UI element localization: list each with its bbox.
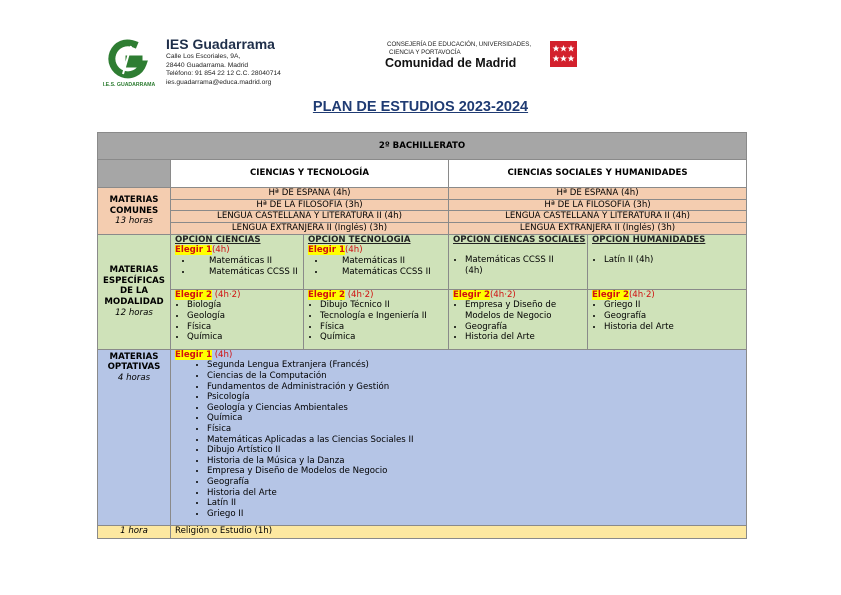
elegir-label: Elegir 2	[308, 289, 345, 300]
list-item: • Latín II (4h)	[604, 255, 746, 266]
list-item: • Física	[320, 322, 448, 333]
elegir-hours: (4h)	[344, 245, 363, 256]
modality-sociales-humanidades: CIENCIAS SOCIALES Y HUMANIDADES	[449, 160, 747, 188]
comun-subject: LENGUA CASTELLANA Y LITERATURA II (4h)	[171, 211, 449, 223]
list-item: • Historia del Arte	[465, 332, 587, 343]
list-item: • Matemáticas II	[193, 256, 303, 267]
list-item: • Ciencias de la Computación	[207, 371, 746, 382]
religion-hours: 1 hora	[98, 525, 171, 538]
comun-subject: Hª DE LA FILOSOFÍA (3h)	[449, 199, 747, 211]
comun-subject: LENGUA CASTELLANA Y LITERATURA II (4h)	[449, 211, 747, 223]
page-title: PLAN DE ESTUDIOS 2023-2024	[312, 99, 529, 115]
list-item: • Psicología	[207, 392, 746, 403]
list-item: • Segunda Lengua Extranjera (Francés)	[207, 360, 746, 371]
option-ciencias-sociales	[449, 234, 588, 289]
list-item: • Química	[320, 332, 448, 343]
elegir-hours: (4h)	[214, 349, 233, 360]
list-item: • Empresa y Diseño de Modelos de Negocio	[207, 466, 746, 477]
consejeria-line: CONSEJERÍA DE EDUCACIÓN, UNIVERSIDADES,	[387, 41, 532, 48]
madrid-flag	[550, 41, 577, 67]
consejeria-line: CIENCIA Y PORTAVOCÍA	[389, 48, 461, 56]
list-item: • Fundamentos de Administración y Gestión	[207, 382, 746, 393]
list-item: • Química	[207, 413, 746, 424]
list-item: • Dibujo Artístico II	[207, 445, 746, 456]
list-item: • Geología y Ciencias Ambientales	[207, 403, 746, 414]
school-logo-icon	[103, 38, 155, 88]
list-item: • Física	[187, 322, 303, 333]
list-item: • Griego II	[207, 509, 746, 520]
comun-subject: LENGUA EXTRANJERA II (Inglés) (3h)	[171, 222, 449, 234]
list-item: • Latín II	[207, 498, 746, 509]
list-item: • Historia del Arte	[207, 488, 746, 499]
comun-subject: Hª DE LA FILOSOFÍA (3h)	[171, 199, 449, 211]
option-title: OPCIÓN CIENCIAS	[175, 234, 261, 245]
elegir-label: Elegir 1	[175, 245, 212, 256]
list-item: • Matemáticas CCSS II	[326, 267, 448, 278]
address-line: 28440 Guadarrama. Madrid	[166, 61, 249, 69]
elegir-label: Elegir 2	[592, 289, 629, 300]
elegir-hours: (4h·2)	[347, 289, 374, 300]
elegir-hours: (4h)	[211, 245, 230, 256]
school-address	[166, 53, 281, 87]
school-name: IES Guadarrama	[166, 36, 275, 52]
elegir-hours: (4h·2)	[489, 289, 516, 300]
list-item: • Matemáticas Aplicadas a las Ciencias Sociales II	[207, 435, 746, 446]
option-title: OPCIÓN HUMANIDADES	[592, 234, 706, 245]
elegir-hours: (4h·2)	[214, 289, 241, 300]
list-item: • Historia del Arte	[604, 322, 746, 333]
list-item: • Matemáticas II	[326, 256, 448, 267]
list-item: • Geografía	[604, 311, 746, 322]
school-logo	[103, 38, 155, 88]
list-item: • Dibujo Técnico II	[320, 300, 448, 311]
list-item: • Química	[187, 332, 303, 343]
madrid-flag-icon	[550, 41, 577, 67]
comunidad-name: Comunidad de Madrid	[385, 56, 517, 70]
logo-caption: I.E.S. GUADARRAMA	[103, 82, 155, 88]
elegir-label: Elegir 1	[175, 349, 212, 360]
list-item: • Griego II	[604, 300, 746, 311]
option-ciencias-sociales-elegir2	[449, 289, 588, 349]
elegir-label: Elegir 2	[453, 289, 490, 300]
option-humanidades	[588, 234, 747, 289]
elegir-hours: (4h·2)	[628, 289, 655, 300]
list-item: • Matemáticas CCSS II (4h)	[465, 255, 587, 276]
optativas-label: MATERIAS OPTATIVAS 4 horas	[98, 349, 171, 525]
list-item: • Biología	[187, 300, 303, 311]
list-item: • Geografía	[207, 477, 746, 488]
especificas-label: MATERIAS ESPECÍFICAS DE LA MODALIDAD 12 horas	[98, 234, 171, 349]
list-item: • Física	[207, 424, 746, 435]
study-plan-table	[97, 132, 747, 539]
list-item: • Geología	[187, 311, 303, 322]
list-item: • Empresa y Diseño de Modelos de Negocio	[465, 300, 587, 321]
option-tecnologia-elegir2	[304, 289, 449, 349]
comun-subject: Hª DE ESPAÑA (4h)	[449, 188, 747, 200]
elegir-label: Elegir 2	[175, 289, 212, 300]
option-ciencias	[171, 234, 304, 289]
address-line: ies.guadarrama@educa.madrid.org	[166, 78, 272, 86]
elegir-label: Elegir 1	[308, 245, 345, 256]
address-line: Teléfono: 91 854 22 12 C.C. 28040714	[166, 70, 281, 78]
modality-ciencias-tecnologia: CIENCIAS Y TECNOLOGÍA	[171, 160, 449, 188]
comunes-label: MATERIAS COMUNES 13 horas	[98, 188, 171, 235]
comun-subject: LENGUA EXTRANJERA II (Inglés) (3h)	[449, 222, 747, 234]
option-tecnologia	[304, 234, 449, 289]
comun-subject: Hª DE ESPAÑA (4h)	[171, 188, 449, 200]
list-item: • Tecnología e Ingeniería II	[320, 311, 448, 322]
optativas-list	[171, 349, 747, 525]
option-humanidades-elegir2	[588, 289, 747, 349]
list-item: • Historia de la Música y la Danza	[207, 456, 746, 467]
list-item: • Matemáticas CCSS II	[193, 267, 303, 278]
blank-corner	[98, 160, 171, 188]
religion-text: Religión o Estudio (1h)	[171, 525, 747, 538]
list-item: • Geografía	[465, 322, 587, 333]
option-title: OPCIÓN TECNOLOGÍA	[308, 234, 411, 245]
option-ciencias-elegir2	[171, 289, 304, 349]
course-header: 2º BACHILLERATO	[98, 133, 747, 160]
consejeria-text	[387, 41, 531, 56]
option-title: OPCIÓN CIENCAS SOCIALES	[453, 234, 586, 245]
address-line: Calle Los Escoriales, 9A,	[166, 53, 241, 60]
